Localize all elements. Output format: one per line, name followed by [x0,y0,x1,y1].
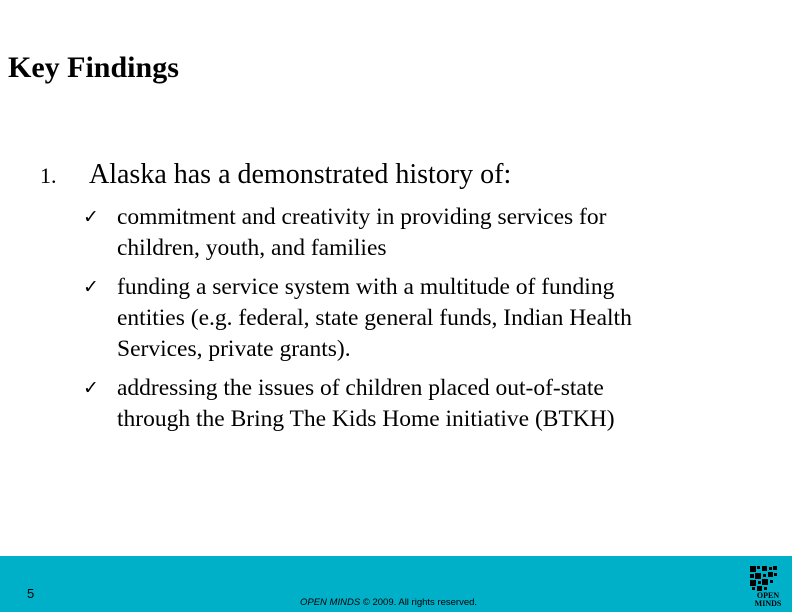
open-minds-logo [748,566,788,610]
sub-bullet-list [83,202,773,443]
sub-item-line: addressing the issues of children placed out-of-state [117,375,604,401]
copyright-notice [300,597,477,608]
sub-item-line: children, youth, and families [117,235,387,261]
sub-item-line: funding a service system with a multitude of funding [117,274,615,300]
logo-text-line: MINDS [754,599,782,608]
sub-item-line: through the Bring The Kids Home initiative (BTKH) [117,406,615,432]
checkmark-icon: ✓ [83,206,99,228]
logo-text [748,592,788,608]
sub-item-line: Services, private grants). [117,336,351,362]
copyright-text: © 2009. All rights reserved. [360,597,478,608]
logo-grid-icon [750,566,778,592]
brand-name: OPEN MINDS [300,597,361,608]
sub-item-line: entities (e.g. federal, state general funds, Indian Health [117,305,632,331]
footer-bar [0,556,792,612]
checkmark-icon: ✓ [83,276,99,298]
slide-title: Key Findings [8,51,179,84]
page-number: 5 [27,586,35,601]
sub-bullet-item [83,202,773,264]
list-number: 1. [40,163,57,188]
sub-bullet-item [83,272,773,365]
checkmark-icon: ✓ [83,377,99,399]
sub-bullet-item [83,373,773,435]
main-item-text: Alaska has a demonstrated history of: [89,159,512,190]
logo-text-line: OPEN [756,591,780,600]
sub-item-line: commitment and creativity in providing services for [117,204,607,230]
